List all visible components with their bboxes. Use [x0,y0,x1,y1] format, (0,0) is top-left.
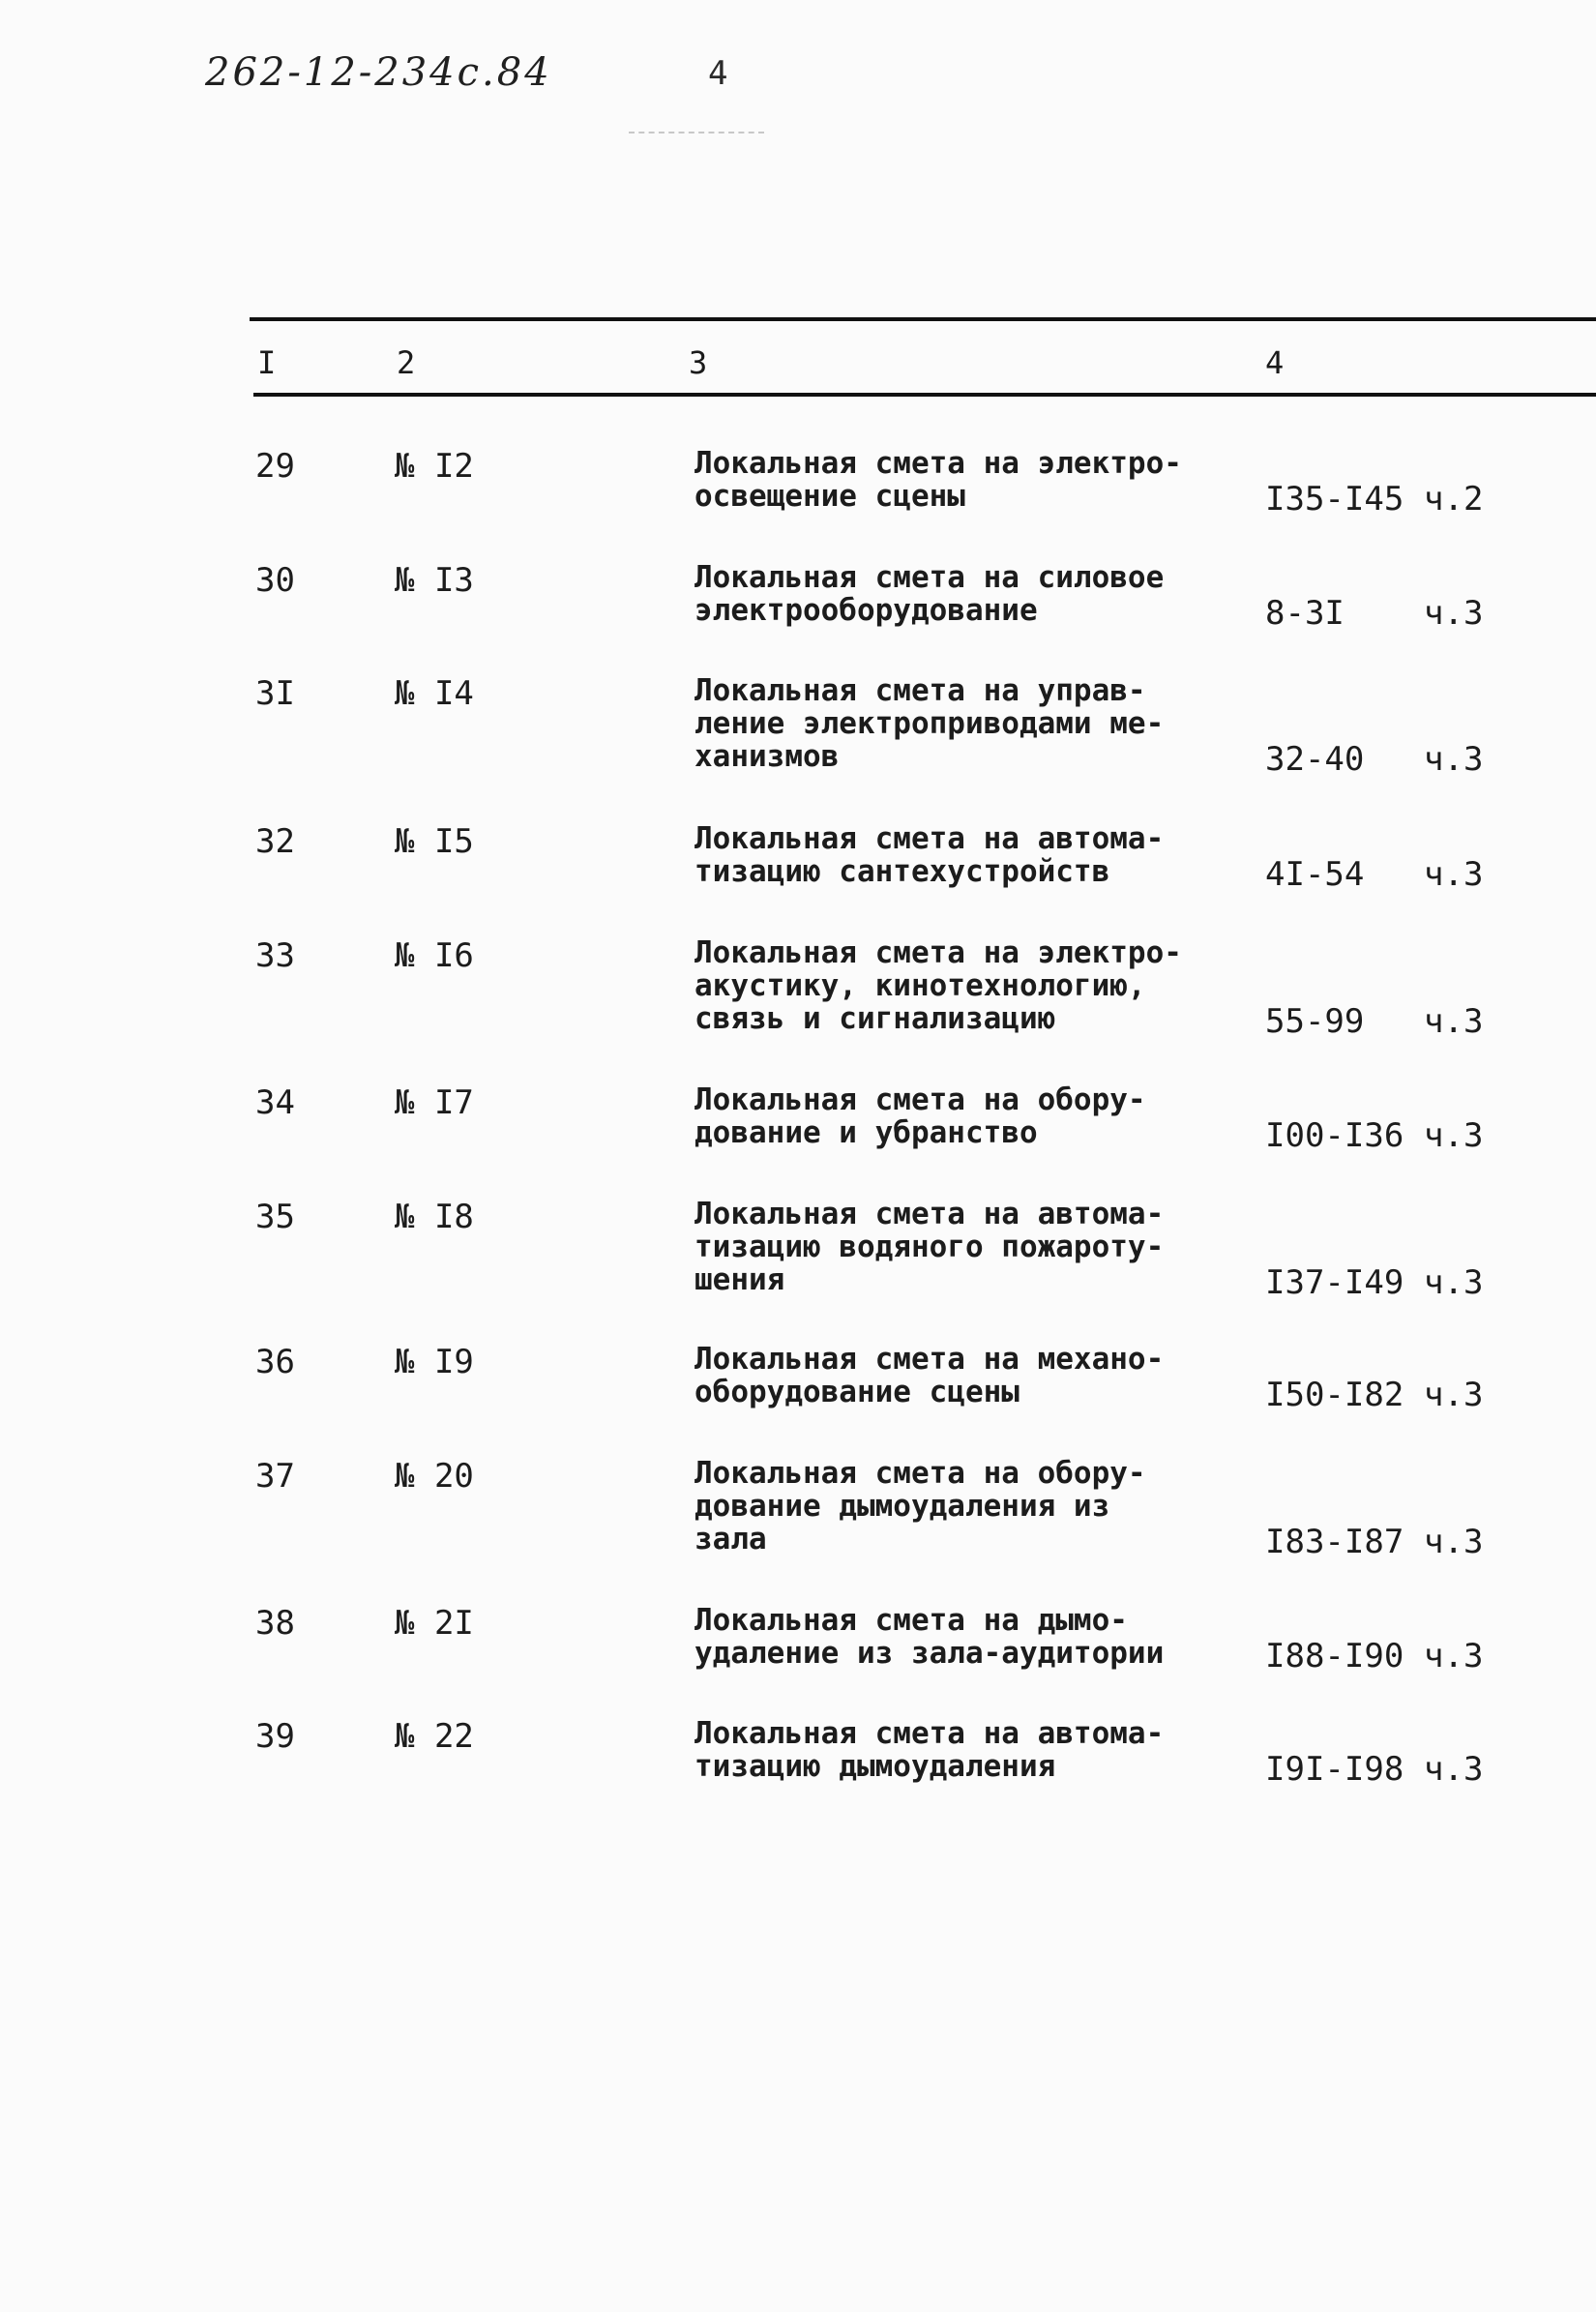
part-label: ч.2 [1424,480,1484,519]
part-label: ч.3 [1424,1376,1484,1414]
page-range: 55-99 [1265,1002,1365,1041]
row-number: 38 [255,1604,295,1643]
row-description: Локальная смета на обору- дование дымоудаления из зала [695,1456,1146,1556]
part-label: ч.3 [1424,1002,1484,1041]
document-ref: № I8 [395,1198,474,1236]
header-col-2: 2 [397,344,416,381]
document-ref: № I5 [395,822,474,861]
row-description: Локальная смета на дымо- удаление из зала-аудитории [695,1603,1165,1671]
table-top-rule [250,317,1596,321]
row-number: 34 [255,1083,295,1122]
part-label: ч.3 [1424,1637,1484,1675]
part-label: ч.3 [1424,594,1484,633]
document-ref: № I7 [395,1083,474,1122]
header-col-3: 3 [689,344,708,381]
page-range: 32-40 [1265,740,1365,779]
page-number: 4 [708,54,728,93]
row-description: Локальная смета на управ- ление электроприводами ме- ханизмов [695,673,1165,774]
page-range: I00-I36 [1265,1116,1404,1155]
faint-mark [629,132,764,133]
header-col-4: 4 [1265,344,1285,381]
row-description: Локальная смета на автома- тизацию дымоудаления [695,1716,1165,1784]
part-label: ч.3 [1424,1263,1484,1302]
document-ref: № I6 [395,936,474,975]
row-number: 30 [255,561,295,600]
row-description: Локальная смета на автома- тизацию сантехустройств [695,821,1165,889]
document-ref: № 22 [395,1717,474,1756]
page-range: I83-I87 [1265,1523,1404,1561]
part-label: ч.3 [1424,855,1484,894]
row-number: 35 [255,1198,295,1236]
page-range: I35-I45 [1265,480,1404,519]
document-ref: № I3 [395,561,474,600]
header-col-1: I [257,344,277,381]
page-range: I50-I82 [1265,1376,1404,1414]
row-number: 3I [255,674,295,713]
document-ref: № 2I [395,1604,474,1643]
document-code: 262-12-234с.84 [205,50,552,95]
page-range: I88-I90 [1265,1637,1404,1675]
document-ref: № I2 [395,447,474,486]
table-header-rule [253,393,1596,397]
document-ref: № I4 [395,674,474,713]
row-description: Локальная смета на электро- освещение сцены [695,446,1182,514]
page-range: 8-3I [1265,594,1345,633]
document-ref: № 20 [395,1457,474,1496]
row-description: Локальная смета на силовое электрооборудование [695,560,1165,628]
part-label: ч.3 [1424,1750,1484,1789]
row-description: Локальная смета на электро- акустику, кинотехнологию, связь и сигнализацию [695,935,1182,1036]
row-number: 29 [255,447,295,486]
part-label: ч.3 [1424,1116,1484,1155]
page-range: 4I-54 [1265,855,1365,894]
row-description: Локальная смета на автома- тизацию водяного пожароту- шения [695,1197,1165,1297]
row-description: Локальная смета на обору- дование и убранство [695,1082,1146,1150]
row-number: 33 [255,936,295,975]
part-label: ч.3 [1424,1523,1484,1561]
row-number: 32 [255,822,295,861]
page-range: I9I-I98 [1265,1750,1404,1789]
part-label: ч.3 [1424,740,1484,779]
row-number: 37 [255,1457,295,1496]
row-description: Локальная смета на механо- оборудование сцены [695,1342,1165,1409]
row-number: 36 [255,1343,295,1381]
page-range: I37-I49 [1265,1263,1404,1302]
row-number: 39 [255,1717,295,1756]
document-ref: № I9 [395,1343,474,1381]
